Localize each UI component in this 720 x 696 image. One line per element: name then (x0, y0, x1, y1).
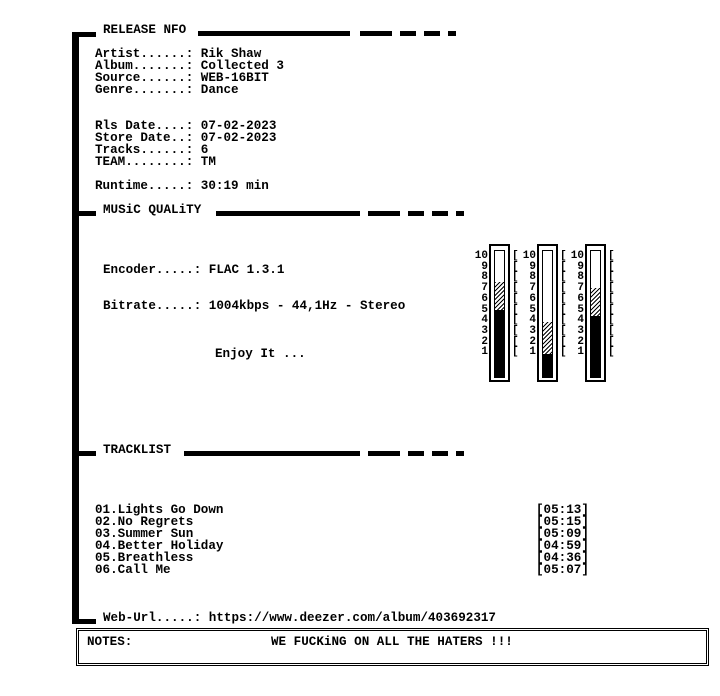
track-title: 01.Lights Go Down (95, 503, 224, 517)
source-line: Source......: WEB-16BIT (95, 71, 269, 85)
track-title: 05.Breathless (95, 551, 194, 565)
track-title: 06.Call Me (95, 563, 171, 577)
meter-bracket: [ [ [ [ [ [ [ [ [ [ (512, 250, 519, 359)
header-dash (408, 211, 424, 216)
meter-fill (495, 310, 504, 377)
footer-stub (72, 619, 96, 624)
header-dash (448, 31, 456, 36)
web-url-line: Web-Url.....: https://www.deezer.com/album/403692317 (103, 611, 496, 625)
track-duration: [04:36] (536, 551, 589, 565)
track-duration: [04:59] (536, 539, 589, 553)
header-dash (400, 31, 416, 36)
track-title: 04.Better Holiday (95, 539, 224, 553)
header-dash (456, 211, 464, 216)
header-dash (456, 451, 464, 456)
header-dash (360, 31, 392, 36)
enjoy-text: Enjoy It ... (215, 347, 306, 361)
header-dash (368, 211, 400, 216)
header-line (216, 211, 360, 216)
tracklist-header: TRACKLIST (103, 443, 172, 457)
quality-header: MUSiC QUALiTY (103, 203, 202, 217)
tracks-line: Tracks......: 6 (95, 143, 209, 157)
track-duration: [05:15] (536, 515, 589, 529)
notes-label: NOTES: (87, 635, 133, 649)
header-stub (72, 211, 96, 216)
album-line: Album.......: Collected 3 (95, 59, 284, 73)
track-duration: [05:13] (536, 503, 589, 517)
runtime-line: Runtime.....: 30:19 min (95, 179, 269, 193)
left-frame-bar (72, 32, 79, 623)
track-duration: [05:09] (536, 527, 589, 541)
track-title: 02.No Regrets (95, 515, 194, 529)
meter-peak-fill (495, 282, 504, 310)
meter-tube-inner (494, 250, 505, 378)
header-dash (432, 211, 448, 216)
meter-peak-fill (591, 288, 600, 316)
header-dash (432, 451, 448, 456)
release-header: RELEASE NFO (103, 23, 187, 37)
meter-scale: 10 9 8 7 6 5 4 3 2 1 (474, 250, 488, 359)
meter-peak-fill (543, 322, 552, 354)
bitrate-line: Bitrate.....: 1004kbps - 44,1Hz - Stereo (103, 299, 406, 313)
meter-scale: 10 9 8 7 6 5 4 3 2 1 (522, 250, 536, 359)
header-dash (368, 451, 400, 456)
meter-fill (543, 354, 552, 377)
header-dash (408, 451, 424, 456)
meter-fill (591, 316, 600, 377)
meter-tube-inner (542, 250, 553, 378)
encoder-line: Encoder.....: FLAC 1.3.1 (103, 263, 285, 277)
notes-text: WE FUCKiNG ON ALL THE HATERS !!! (271, 635, 513, 649)
header-stub (72, 32, 96, 37)
meter-bracket: [ [ [ [ [ [ [ [ [ [ (560, 250, 567, 359)
header-stub (72, 451, 96, 456)
store-date-line: Store Date..: 07-02-2023 (95, 131, 277, 145)
rls-date-line: Rls Date....: 07-02-2023 (95, 119, 277, 133)
track-title: 03.Summer Sun (95, 527, 194, 541)
track-duration: [05:07] (536, 563, 589, 577)
header-dash (424, 31, 440, 36)
header-line (184, 451, 360, 456)
meter-scale: 10 9 8 7 6 5 4 3 2 1 (570, 250, 584, 359)
genre-line: Genre.......: Dance (95, 83, 239, 97)
team-line: TEAM........: TM (95, 155, 216, 169)
artist-line: Artist......: Rik Shaw (95, 47, 262, 61)
meter-tube-inner (590, 250, 601, 378)
meter-bracket: [ [ [ [ [ [ [ [ [ [ (608, 250, 615, 359)
header-line (198, 31, 350, 36)
